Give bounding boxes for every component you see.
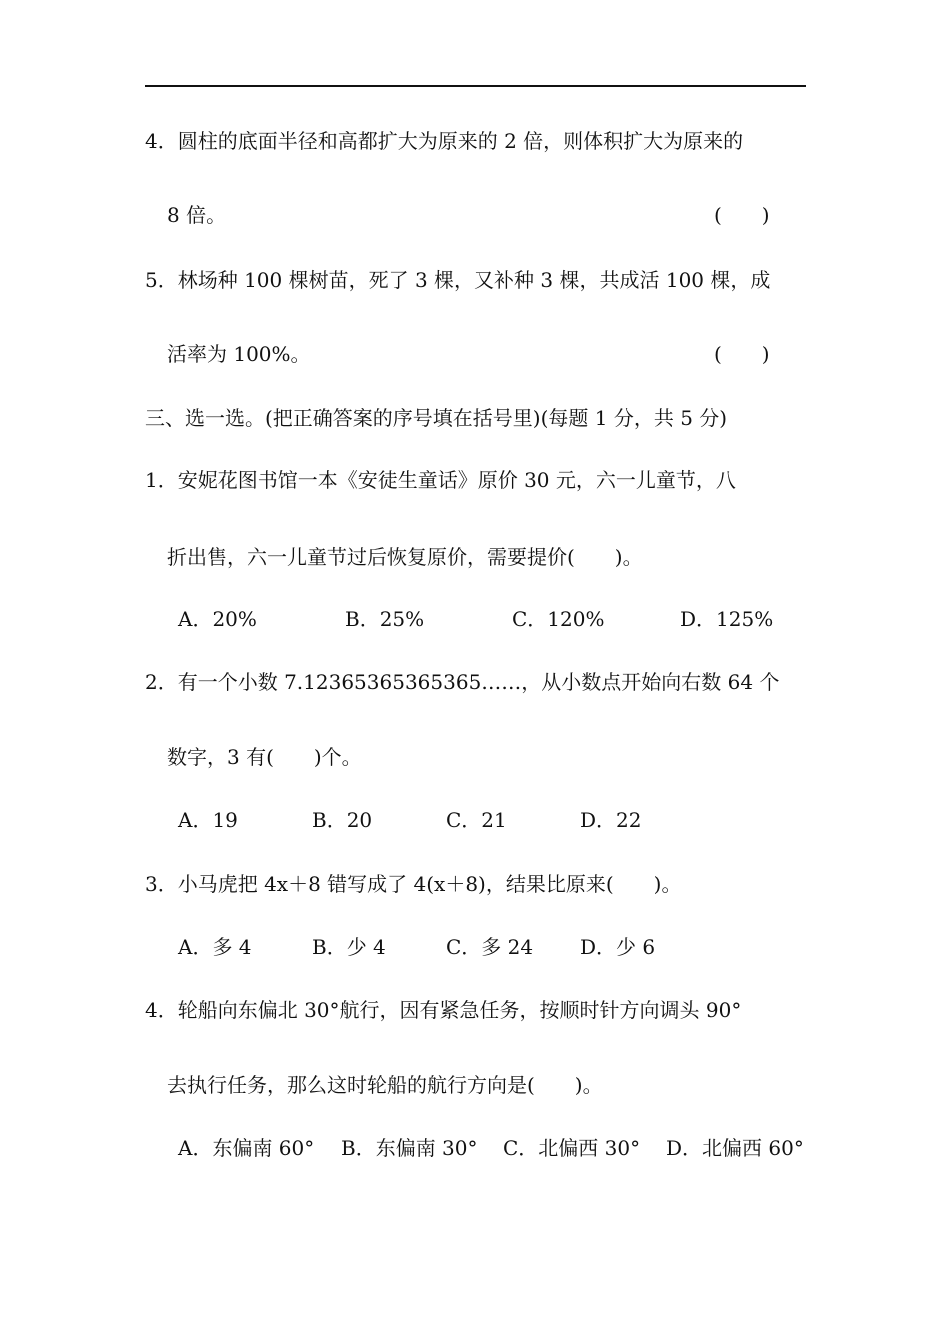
choice-q4-option-d[interactable]: D．北偏西 60°	[666, 1136, 804, 1160]
choice-q4-text-line2: 去执行任务，那么这时轮船的航行方向是( )。	[167, 1073, 603, 1097]
choice-q3-option-b[interactable]: B．少 4	[312, 935, 386, 959]
choice-q3-option-c[interactable]: C．多 24	[446, 935, 534, 959]
choice-q2-option-a[interactable]: A．19	[178, 808, 238, 832]
choice-q2-option-c[interactable]: C．21	[446, 808, 507, 832]
judge-q4-text-line2: 8 倍。	[167, 203, 227, 227]
choice-q2-option-d[interactable]: D．22	[580, 808, 642, 832]
judge-q4-text-line1: 4．圆柱的底面半径和高都扩大为原来的 2 倍，则体积扩大为原来的	[145, 129, 744, 153]
choice-q1-text-line1: 1．安妮花图书馆一本《安徒生童话》原价 30 元，六一儿童节，八	[145, 468, 736, 492]
header-rule	[145, 85, 806, 87]
choice-q1-text-line2: 折出售，六一儿童节过后恢复原价，需要提价( )。	[167, 545, 643, 569]
choice-q1-option-b[interactable]: B．25%	[345, 607, 425, 631]
choice-q3-text-line1: 3．小马虎把 4x＋8 错写成了 4(x＋8)，结果比原来( )。	[145, 872, 682, 896]
choice-q2-text-line1: 2．有一个小数 7.12365365365365……，从小数点开始向右数 64 个	[145, 670, 780, 694]
choice-q1-option-c[interactable]: C．120%	[512, 607, 605, 631]
choice-q1-option-d[interactable]: D．125%	[680, 607, 774, 631]
judge-q5-text-line2: 活率为 100%。	[167, 342, 311, 366]
choice-q3-option-a[interactable]: A．多 4	[178, 935, 252, 959]
choice-q2-text-line2: 数字，3 有( )个。	[167, 745, 362, 769]
choice-q2-option-b[interactable]: B．20	[312, 808, 373, 832]
judge-q4-answer-blank[interactable]: ( )	[714, 203, 770, 227]
choice-q4-option-c[interactable]: C．北偏西 30°	[503, 1136, 641, 1160]
choice-q4-option-a[interactable]: A．东偏南 60°	[178, 1136, 315, 1160]
choice-q3-option-d[interactable]: D．少 6	[580, 935, 656, 959]
judge-q5-answer-blank[interactable]: ( )	[714, 342, 770, 366]
choice-q1-option-a[interactable]: A．20%	[178, 607, 257, 631]
judge-q5-text-line1: 5．林场种 100 棵树苗，死了 3 棵，又补种 3 棵，共成活 100 棵，成	[145, 268, 771, 292]
choice-q4-text-line1: 4．轮船向东偏北 30°航行，因有紧急任务，按顺时针方向调头 90°	[145, 998, 742, 1022]
section3-heading: 三、选一选。(把正确答案的序号填在括号里)(每题 1 分，共 5 分)	[145, 406, 728, 430]
choice-q4-option-b[interactable]: B．东偏南 30°	[341, 1136, 478, 1160]
